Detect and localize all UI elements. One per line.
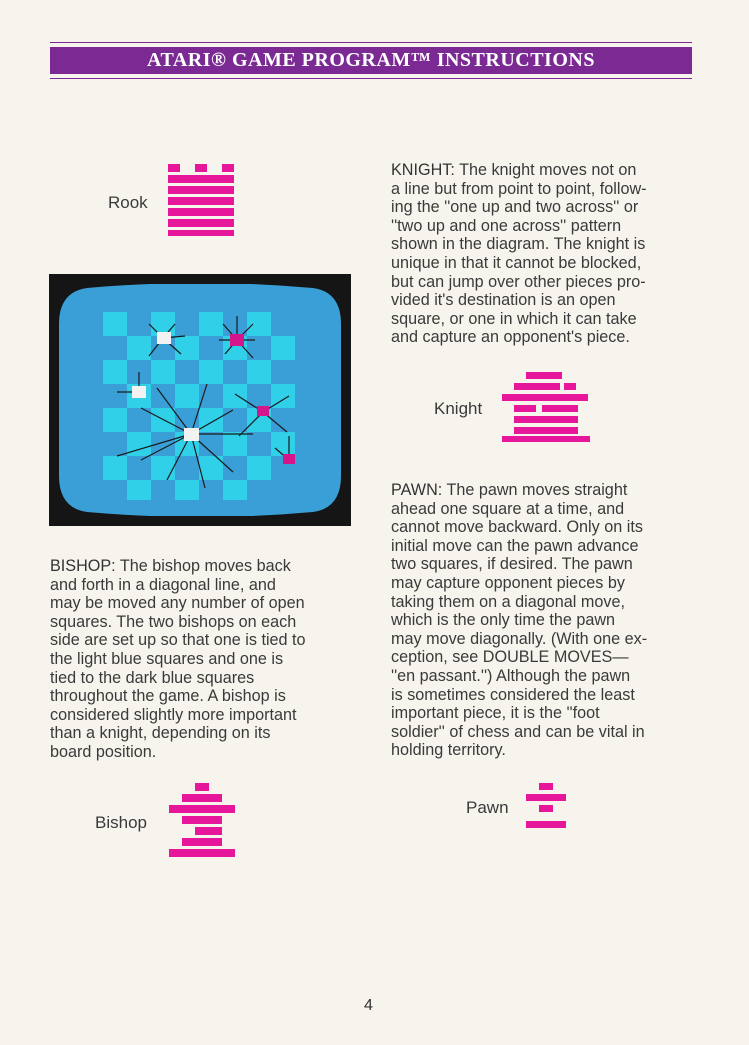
bishop-line-1: and forth in a diagonal line, and [50, 575, 276, 594]
pawn-line-12: important piece, it is the ''foot [391, 704, 600, 723]
rook-label: Rook [108, 193, 148, 212]
header-rule-bottom [50, 78, 692, 79]
pawn-line-11: is sometimes considered the least [391, 685, 635, 704]
pawn-icon [526, 783, 566, 829]
knight-line-9: and capture an opponent's piece. [391, 328, 630, 347]
rook-icon [168, 164, 234, 236]
bishop-icon [169, 783, 235, 857]
knight-line-5: unique in that it cannot be blocked, [391, 253, 642, 272]
pawn-line-0: The pawn moves straight [442, 481, 628, 499]
page-header: ATARI® GAME PROGRAM™ INSTRUCTIONS [50, 47, 692, 74]
page-number: 4 [364, 997, 373, 1014]
bishop-description [50, 557, 360, 762]
bishop-line-3: squares. The two bishops on each [50, 612, 297, 631]
bishop-line-6: tied to the dark blue squares [50, 668, 255, 687]
pawn-line-14: holding territory. [391, 741, 506, 760]
knight-line-0: The knight moves not on [454, 161, 637, 179]
knight-icon [502, 372, 590, 442]
pawn-heading: PAWN: [391, 481, 443, 499]
pawn-line-10: ''en passant.'') Although the pawn [391, 666, 631, 685]
header-rule-top [50, 42, 692, 43]
knight-description [391, 161, 701, 347]
bishop-line-4: side are set up so that one is tied to [50, 631, 306, 650]
knight-label: Knight [434, 399, 483, 418]
knight-line-1: a line but from point to point, follow- [391, 179, 647, 198]
pawn-line-4: two squares, if desired. The pawn [391, 555, 633, 574]
bishop-heading: BISHOP: [50, 557, 116, 575]
pawn-line-9: ception, see DOUBLE MOVES— [391, 648, 629, 667]
knight-line-2: ing the ''one up and two across'' or [391, 198, 639, 217]
pawn-line-1: ahead one square at a time, and [391, 499, 625, 518]
bishop-line-0: The bishop moves back [115, 557, 291, 575]
pawn-line-3: initial move can the pawn advance [391, 536, 639, 555]
pawn-line-2: cannot move backward. Only on its [391, 518, 643, 537]
knight-line-7: vided it's destination is an open [391, 291, 616, 310]
bishop-line-7: throughout the game. A bishop is [50, 687, 286, 706]
pawn-line-6: taking them on a diagonal move, [391, 592, 625, 611]
bishop-label: Bishop [95, 813, 147, 832]
tv-screen [57, 284, 343, 516]
pawn-line-8: may move diagonally. (With one ex- [391, 629, 648, 648]
knight-line-3: ''two up and one across'' pattern [391, 216, 622, 235]
bishop-line-5: the light blue squares and one is [50, 649, 284, 668]
knight-line-6: but can jump over other pieces pro- [391, 272, 646, 291]
bishop-line-2: may be moved any number of open [50, 594, 305, 613]
bishop-line-9: than a knight, depending on its [50, 724, 271, 743]
bishop-line-8: considered slightly more important [50, 705, 297, 724]
knight-heading: KNIGHT: [391, 161, 455, 179]
pawn-line-13: soldier'' of chess and can be vital in [391, 722, 645, 741]
pawn-label: Pawn [466, 798, 509, 817]
knight-line-4: shown in the diagram. The knight is [391, 235, 646, 254]
knight-line-8: square, or one in which it can take [391, 309, 637, 328]
pawn-line-5: may capture opponent pieces by [391, 573, 625, 592]
chessboard-diagram [49, 274, 351, 526]
bishop-line-10: board position. [50, 742, 157, 761]
pawn-description [391, 481, 701, 760]
pawn-line-7: which is the only time the pawn [391, 611, 616, 630]
